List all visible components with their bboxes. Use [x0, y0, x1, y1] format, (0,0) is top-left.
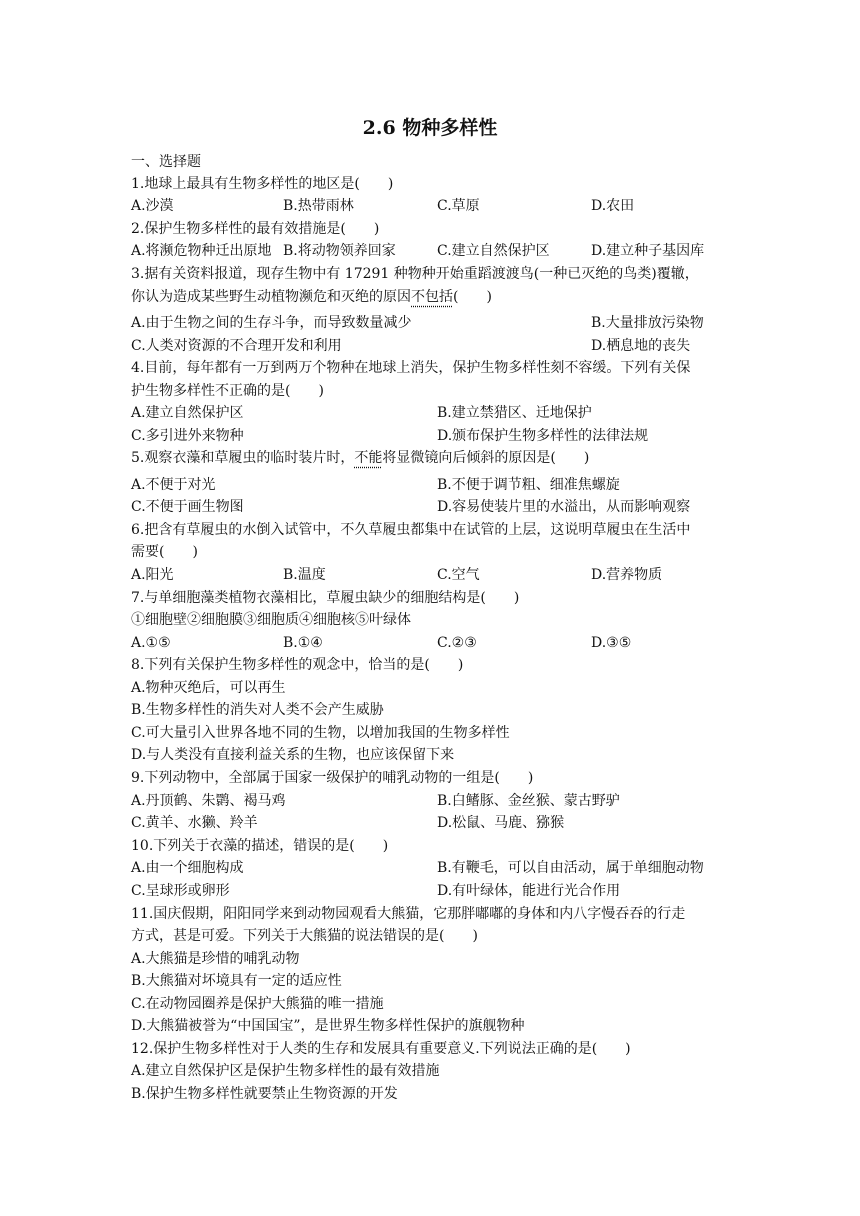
q7-option-d: D.③⑤ — [591, 635, 632, 651]
q3-option-b: B.大量排放污染物 — [591, 315, 704, 331]
q6-option-a: A.阳光 — [131, 567, 174, 583]
q3-stem-paren: ( ) — [453, 289, 492, 305]
page-title: 2.6 物种多样性 — [362, 117, 498, 139]
q12-option-a: A.建立自然保护区是保护生物多样性的最有效措施 — [131, 1063, 440, 1079]
q3-emphasis-not-include: 不包括 — [411, 289, 453, 305]
section-heading: 一、选择题 — [131, 154, 201, 170]
q9-option-c: C.黄羊、水獭、羚羊 — [131, 815, 258, 831]
q5-stem-rest: 将显微镜向后倾斜的原因是( ) — [382, 450, 590, 466]
q4-option-b: B.建立禁猎区、迁地保护 — [437, 405, 592, 421]
q8-option-b: B.生物多样性的消失对人类不会产生威胁 — [131, 702, 384, 718]
q5-option-d: D.容易使装片里的水溢出，从而影响观察 — [437, 499, 691, 515]
question-1-stem: 1.地球上最具有生物多样性的地区是( ) — [131, 176, 394, 192]
q2-option-c: C.建立自然保护区 — [437, 243, 550, 259]
q8-option-d: D.与人类没有直接利益关系的生物，也应该保留下来 — [131, 747, 455, 763]
question-10-stem: 10.下列关于衣藻的描述，错误的是( ) — [131, 838, 389, 854]
q9-option-d: D.松鼠、马鹿、猕猴 — [437, 815, 565, 831]
q1-option-a: A.沙漠 — [131, 198, 174, 214]
q10-option-c: C.呈球形或卵形 — [131, 883, 230, 899]
q2-option-d: D.建立种子基因库 — [591, 243, 705, 259]
q6-option-c: C.空气 — [437, 567, 480, 583]
q9-option-a: A.丹顶鹤、朱鹮、褐马鸡 — [131, 793, 286, 809]
q6-option-d: D.营养物质 — [591, 567, 663, 583]
q3-option-a: A.由于生物之间的生存斗争，而导致数量减少 — [131, 315, 412, 331]
q3-option-c: C.人类对资源的不合理开发和利用 — [131, 338, 342, 354]
q7-option-b: B.①④ — [283, 635, 323, 651]
q1-option-d: D.农田 — [591, 198, 635, 214]
question-11-stem-line2: 方式，甚是可爱。下列关于大熊猫的说法错误的是( ) — [131, 928, 478, 944]
q5-option-b: B.不便于调节粗、细准焦螺旋 — [437, 477, 620, 493]
question-3-stem-line2 — [131, 286, 741, 309]
q8-option-a: A.物种灭绝后，可以再生 — [131, 680, 286, 696]
question-8-stem: 8.下列有关保护生物多样性的观念中，恰当的是( ) — [131, 657, 464, 673]
q11-option-b: B.大熊猫对坏境具有一定的适应性 — [131, 973, 342, 989]
q4-option-a: A.建立自然保护区 — [131, 405, 244, 421]
q11-option-c: C.在动物园圈养是保护大熊猫的唯一措施 — [131, 996, 384, 1012]
question-5-stem — [131, 447, 741, 470]
q9-option-b: B.白鳍豚、金丝猴、蒙古野驴 — [437, 793, 620, 809]
q11-option-a: A.大熊猫是珍惜的哺乳动物 — [131, 951, 300, 967]
q11-option-d: D.大熊猫被誉为“中国国宝”，是世界生物多样性保护的旗舰物种 — [131, 1018, 525, 1034]
q5-option-a: A.不便于对光 — [131, 477, 216, 493]
q5-stem-text: 5.观察衣藻和草履虫的临时装片时， — [131, 450, 355, 466]
q1-option-c: C.草原 — [437, 198, 480, 214]
q6-option-b: B.温度 — [283, 567, 326, 583]
question-7-stem: 7.与单细胞藻类植物衣藻相比，草履虫缺少的细胞结构是( ) — [131, 590, 520, 606]
question-6-stem-line2: 需要( ) — [131, 544, 198, 560]
question-3-stem-line1: 3.据有关资料报道，现存生物中有 17291 种物种开始重蹈渡渡鸟(一种已灭绝的鸟类)覆辙， — [131, 266, 699, 282]
q7-option-a: A.①⑤ — [131, 635, 171, 651]
q2-option-b: B.将动物领养回家 — [283, 243, 396, 259]
q5-option-c: C.不便于画生物图 — [131, 499, 244, 515]
q3-option-d: D.栖息地的丧失 — [591, 338, 691, 354]
q3-stem-text: 你认为造成某些野生动植物濒危和灭绝的原因 — [131, 289, 411, 305]
question-12-stem: 12.保护生物多样性对于人类的生存和发展具有重要意义.下列说法正确的是( ) — [131, 1041, 631, 1057]
question-11-stem-line1: 11.国庆假期，阳阳同学来到动物园观看大熊猫，它那胖嘟嘟的身体和内八字慢吞吞的行走 — [131, 906, 686, 922]
question-6-stem-line1: 6.把含有草履虫的水倒入试管中，不久草履虫都集中在试管的上层，这说明草履虫在生活中 — [131, 522, 691, 538]
q2-option-a: A.将濒危物种迁出原地 — [131, 243, 272, 259]
q10-option-d: D.有叶绿体，能进行光合作用 — [437, 883, 621, 899]
q10-option-b: B.有鞭毛，可以自由活动，属于单细胞动物 — [437, 860, 704, 876]
q4-option-c: C.多引进外来物种 — [131, 428, 244, 444]
question-7-items: ①细胞壁②细胞膜③细胞质④细胞核⑤叶绿体 — [131, 612, 411, 628]
question-9-stem: 9.下列动物中，全部属于国家一级保护的哺乳动物的一组是( ) — [131, 770, 534, 786]
q10-option-a: A.由一个细胞构成 — [131, 860, 244, 876]
q12-option-b: B.保护生物多样性就要禁止生物资源的开发 — [131, 1086, 398, 1102]
q5-emphasis-cannot: 不能 — [354, 450, 383, 466]
question-2-stem: 2.保护生物多样性的最有效措施是( ) — [131, 221, 380, 237]
q7-option-c: C.②③ — [437, 635, 477, 651]
q1-option-b: B.热带雨林 — [283, 198, 354, 214]
question-4-stem-line2: 护生物多样性不正确的是( ) — [131, 383, 324, 399]
question-4-stem-line1: 4.目前，每年都有一万到两万个物种在地球上消失，保护生物多样性刻不容缓。下列有关保 — [131, 360, 691, 376]
q4-option-d: D.颁布保护生物多样性的法律法规 — [437, 428, 649, 444]
q8-option-c: C.可大量引入世界各地不同的生物，以增加我国的生物多样性 — [131, 725, 510, 741]
